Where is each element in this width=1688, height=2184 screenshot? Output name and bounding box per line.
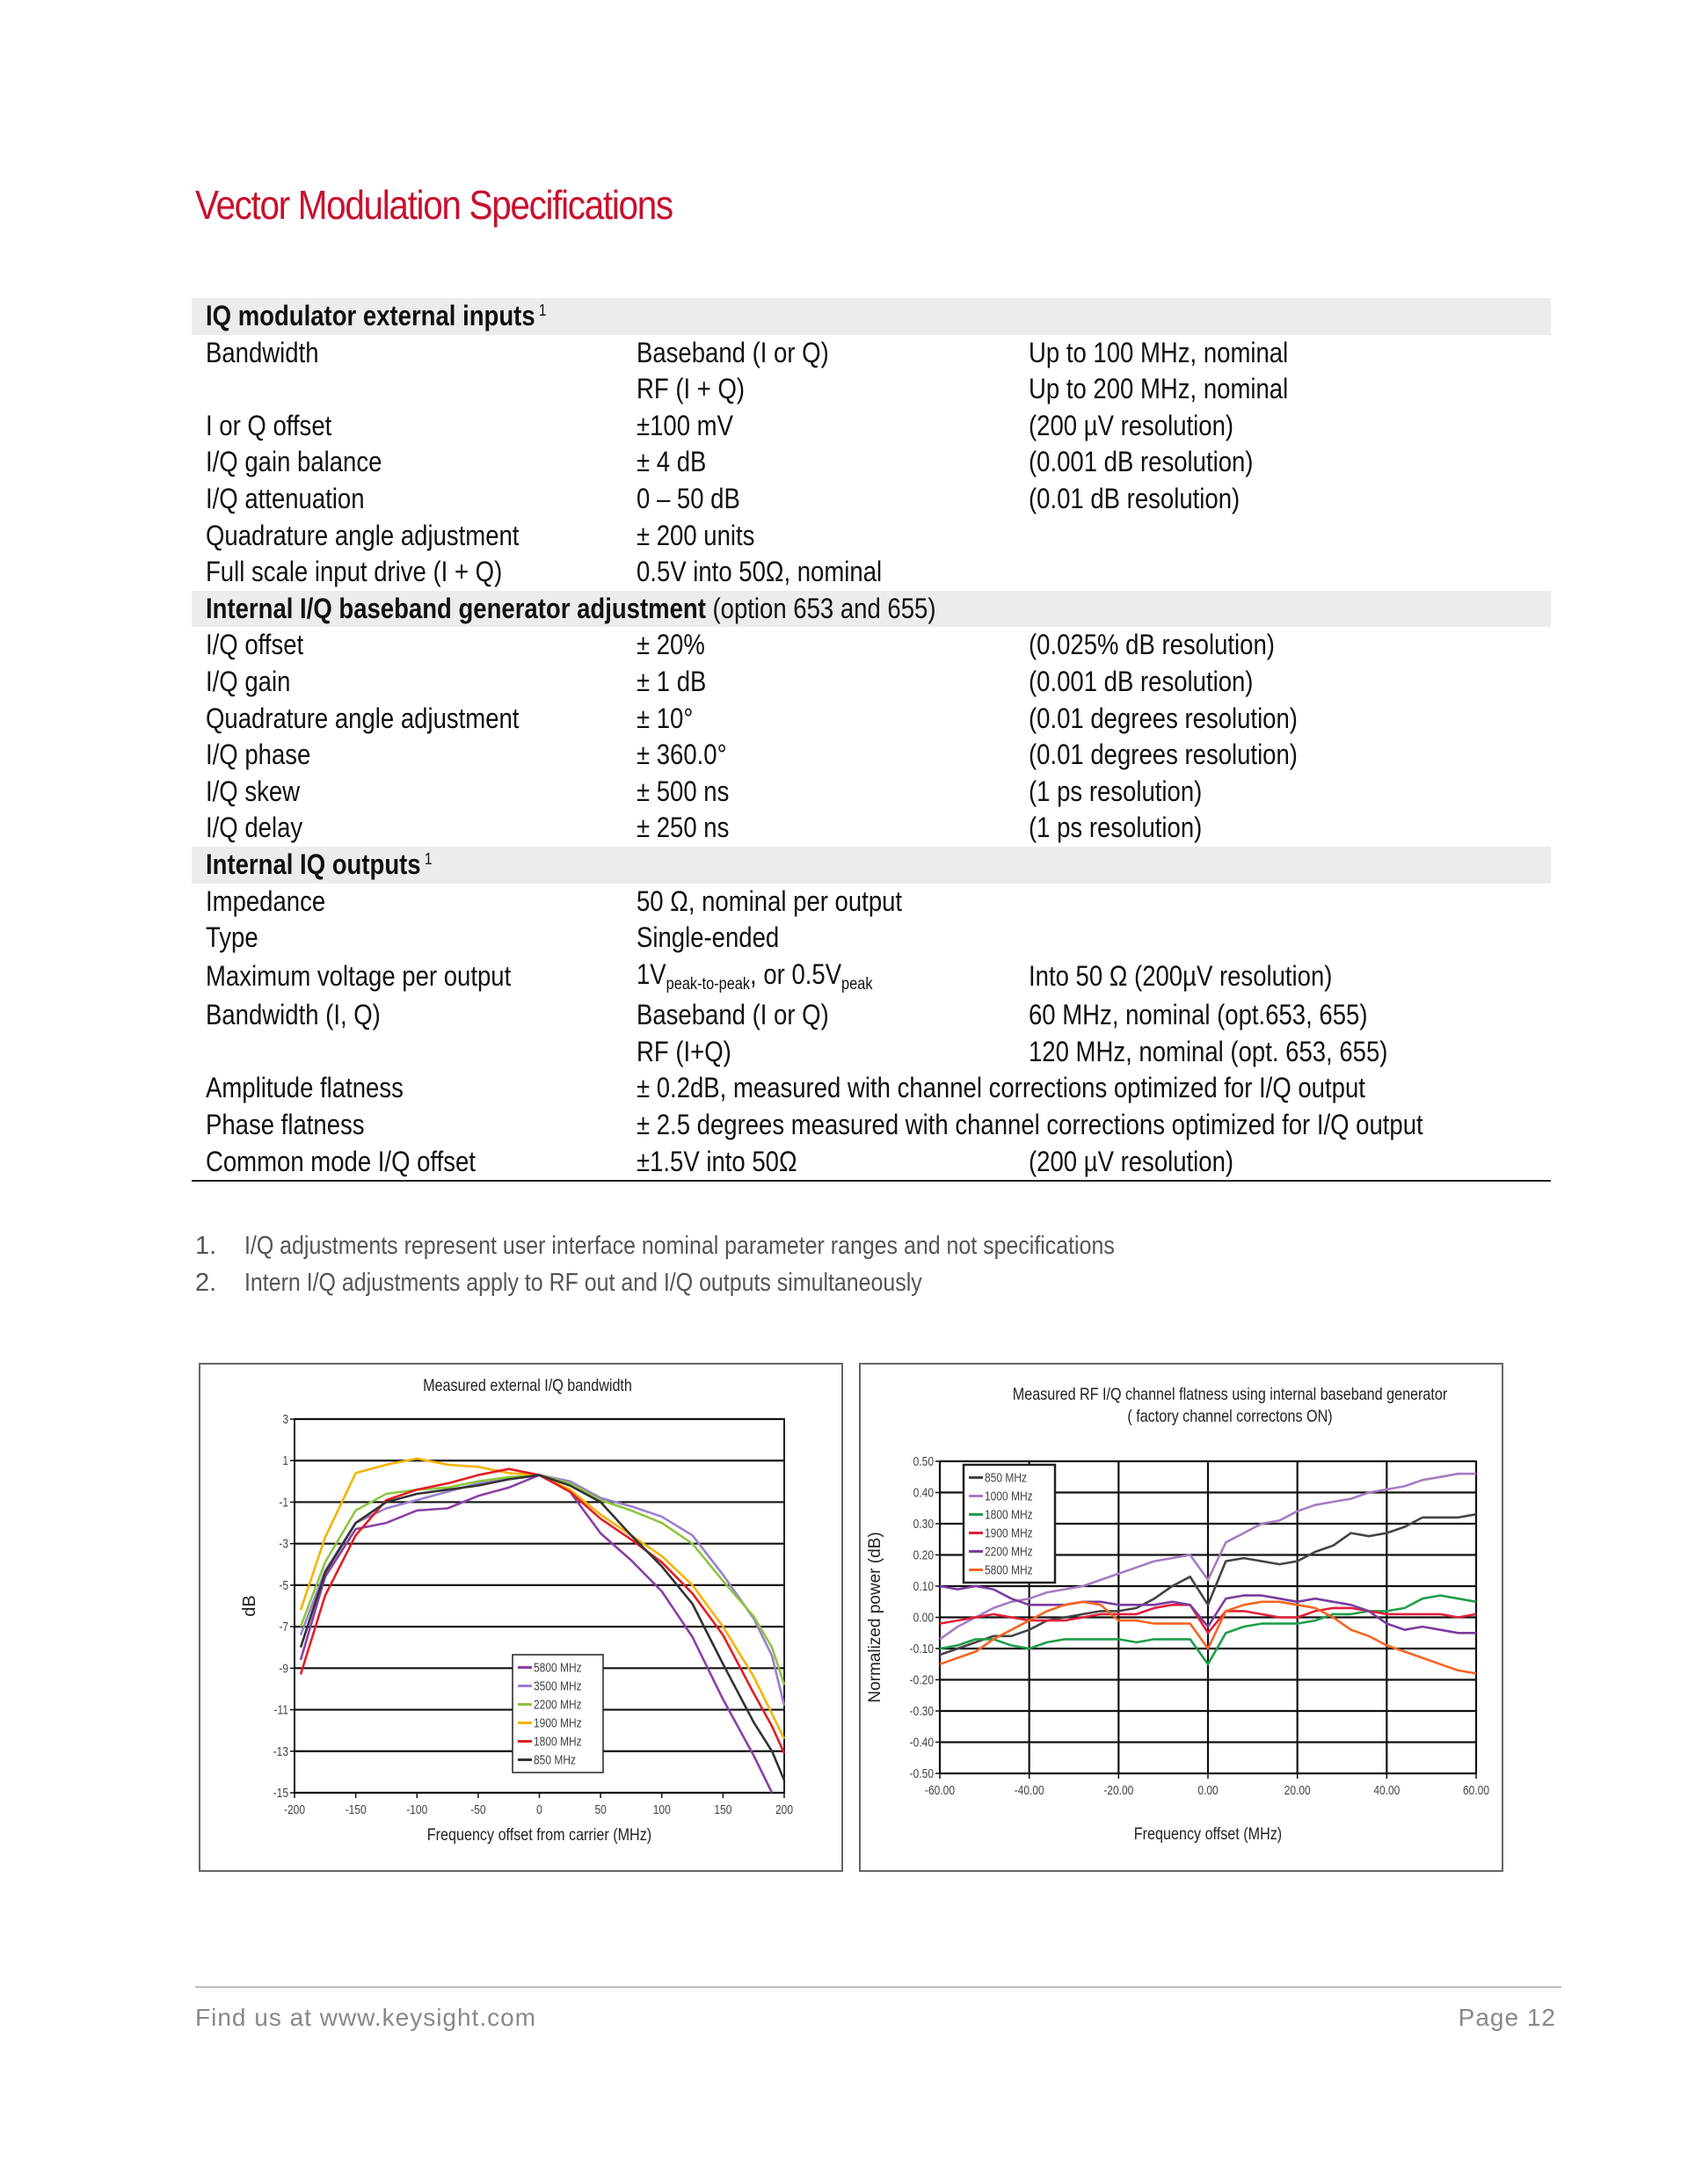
table-row [192, 664, 1551, 701]
x-tick-label: -100 [406, 1802, 428, 1817]
cell-text: Baseband (I or Q) [636, 999, 829, 1031]
section-heading [192, 591, 1551, 628]
section-title: IQ modulator external inputs [206, 300, 535, 331]
x-axis-label: Frequency offset (MHz) [1133, 1824, 1283, 1844]
footnote-number: 2. [195, 1269, 217, 1297]
x-tick-label: 40.00 [1373, 1782, 1401, 1798]
spec-detail [1015, 774, 1551, 811]
table-row [192, 627, 1551, 664]
spec-value [622, 518, 1015, 555]
cell-text: ± 200 units [636, 519, 755, 551]
cell-text: I/Q attenuation [206, 482, 365, 514]
table-row [192, 408, 1551, 445]
spec-detail [1015, 664, 1551, 701]
chart-title: Measured RF I/Q channel flatness using internal baseband generator [1012, 1384, 1448, 1404]
table-row [192, 335, 1551, 372]
y-tick-label: 1 [282, 1452, 288, 1468]
spec-value [622, 664, 1015, 701]
spec-detail [1015, 554, 1551, 591]
spec-detail [1015, 957, 1551, 998]
cell-text: Up to 200 MHz, nominal [1028, 373, 1288, 405]
spec-parameter [192, 920, 622, 957]
y-axis-label: Normalized power (dB) [866, 1532, 884, 1703]
spec-parameter [192, 444, 622, 481]
footnote-ref: 1 [420, 849, 433, 868]
spec-parameter [192, 554, 622, 591]
spec-value [622, 1070, 1551, 1107]
chart-subtitle: ( factory channel correctons ON) [1127, 1406, 1333, 1426]
y-tick-label: 0.50 [913, 1453, 934, 1469]
spec-value [622, 627, 1015, 664]
spec-value [622, 737, 1015, 774]
spec-detail [1015, 444, 1551, 481]
spec-value [622, 957, 1015, 998]
section-header-row [192, 847, 1551, 884]
legend-label: 850 MHz [985, 1470, 1028, 1485]
cell-text: I/Q gain [206, 665, 291, 697]
cell-text: ± 20% [636, 629, 705, 661]
footnote-item [195, 1264, 1256, 1301]
section-title: Internal IQ outputs [206, 848, 421, 880]
spec-value [622, 920, 1015, 957]
cell-text: Type [206, 921, 258, 954]
legend-label: 850 MHz [534, 1752, 577, 1767]
spec-detail [1015, 371, 1551, 408]
spec-value [622, 371, 1015, 408]
x-tick-label: 50 [594, 1802, 607, 1817]
legend-label: 3500 MHz [534, 1678, 582, 1693]
spec-detail [1015, 810, 1551, 847]
spec-detail [1015, 518, 1551, 555]
table-row [192, 1144, 1551, 1182]
spec-detail [1015, 627, 1551, 664]
table-row [192, 1034, 1551, 1071]
footnote-text: I/Q adjustments represent user interface nominal parameter ranges and not specifications [244, 1232, 1115, 1260]
cell-text: Maximum voltage per output [206, 960, 512, 993]
cell-text: ±100 mV [636, 409, 733, 441]
table-row [192, 371, 1551, 408]
x-tick-label: -60.00 [924, 1782, 956, 1798]
cell-text: ± 0.2dB, measured with channel corrections optimized for I/Q output [636, 1072, 1365, 1104]
spec-parameter [192, 737, 622, 774]
legend-label: 5800 MHz [985, 1562, 1033, 1577]
cell-text: (200 µV resolution) [1028, 1145, 1233, 1177]
chart-rf-iq-channel-flatness [859, 1363, 1503, 1872]
spec-value [622, 335, 1015, 372]
cell-text: ± 500 ns [636, 775, 730, 807]
y-tick-label: -0.40 [909, 1735, 934, 1750]
spec-value [622, 810, 1015, 847]
cell-text: Quadrature angle adjustment [206, 519, 520, 551]
table-row [192, 884, 1551, 921]
y-tick-label: -5 [279, 1577, 288, 1593]
x-tick-label: 60.00 [1462, 1782, 1490, 1798]
section-heading-text [206, 298, 547, 335]
legend-label: 2200 MHz [534, 1697, 582, 1712]
cell-text: (0.001 dB resolution) [1028, 665, 1254, 697]
table-row [192, 481, 1551, 518]
spec-detail [1015, 481, 1551, 518]
table-row [192, 774, 1551, 811]
y-tick-label: -11 [273, 1702, 288, 1717]
spec-parameter [192, 810, 622, 847]
cell-text: (1 ps resolution) [1028, 775, 1202, 807]
x-tick-label: 20.00 [1284, 1782, 1311, 1798]
chart-svg [200, 1365, 841, 1870]
spec-value [622, 774, 1015, 811]
spec-detail [1015, 737, 1551, 774]
spec-value [622, 1107, 1551, 1144]
y-tick-label: 0.10 [913, 1578, 934, 1594]
y-tick-label: -0.50 [909, 1765, 934, 1781]
table-row [192, 518, 1551, 555]
cell-text: Phase flatness [206, 1109, 365, 1141]
table-row [192, 444, 1551, 481]
y-tick-label: 0.40 [913, 1485, 934, 1500]
section-heading-text [206, 847, 433, 884]
section-title: Internal I/Q baseband generator adjustment [206, 592, 706, 624]
x-tick-label: 150 [714, 1802, 732, 1817]
cell-text: Up to 100 MHz, nominal [1028, 336, 1288, 368]
x-tick-label: 0.00 [1197, 1782, 1219, 1798]
section-heading [192, 298, 1551, 335]
x-tick-label: -200 [283, 1802, 306, 1817]
table-row [192, 997, 1551, 1034]
spec-parameter [192, 371, 622, 408]
table-row [192, 957, 1551, 998]
cell-text: 0.5V into 50Ω, nominal [636, 556, 882, 588]
x-tick-label: -40.00 [1014, 1782, 1044, 1798]
chart-title: Measured external I/Q bandwidth [423, 1375, 632, 1395]
spec-detail [1015, 1144, 1551, 1182]
spec-detail [1015, 997, 1551, 1034]
cell-text: ± 4 dB [636, 446, 707, 478]
spec-value [622, 444, 1015, 481]
table-row [192, 554, 1551, 591]
cell-text: (200 µV resolution) [1028, 409, 1233, 441]
cell-text: I/Q skew [206, 775, 301, 807]
spec-detail [1015, 408, 1551, 445]
x-tick-label: -20.00 [1103, 1782, 1134, 1798]
y-tick-label: -13 [273, 1744, 288, 1759]
y-tick-label: -0.20 [909, 1672, 934, 1687]
table-row [192, 701, 1551, 738]
spec-detail [1015, 335, 1551, 372]
footnote-number: 1. [195, 1232, 217, 1260]
footer-divider [195, 1986, 1561, 1988]
footnote-item [195, 1227, 1256, 1264]
spec-parameter [192, 701, 622, 738]
cell-text: ± 1 dB [636, 665, 707, 697]
y-tick-label: -3 [279, 1536, 288, 1551]
cell-text: Into 50 Ω (200µV resolution) [1028, 960, 1333, 993]
chart-svg [861, 1365, 1502, 1870]
cell-text: Bandwidth [206, 336, 319, 368]
page-title: Vector Modulation Specifications [195, 182, 673, 228]
table-row [192, 810, 1551, 847]
spec-value [622, 701, 1015, 738]
spec-parameter [192, 884, 622, 921]
cell-text: 50 Ω, nominal per output [636, 885, 902, 917]
y-tick-label: 0.00 [913, 1610, 934, 1625]
legend-label: 1800 MHz [985, 1507, 1033, 1522]
cell-text: 60 MHz, nominal (opt.653, 655) [1028, 999, 1368, 1031]
spec-parameter [192, 408, 622, 445]
x-tick-label: 200 [775, 1802, 794, 1817]
y-tick-label: -0.30 [909, 1703, 934, 1719]
y-tick-label: -15 [273, 1785, 288, 1801]
spec-value [622, 884, 1015, 921]
x-tick-label: -150 [345, 1802, 367, 1817]
spec-value [622, 1034, 1015, 1071]
x-tick-label: -50 [470, 1802, 486, 1817]
cell-text: ± 10° [636, 702, 694, 734]
cell-text: Baseband (I or Q) [636, 336, 829, 368]
cell-text: ±1.5V into 50Ω [636, 1145, 797, 1177]
cell-text: Single-ended [636, 921, 779, 954]
spec-parameter [192, 997, 622, 1034]
cell-text: 0 – 50 dB [636, 482, 740, 514]
cell-text: (0.001 dB resolution) [1028, 446, 1254, 478]
x-tick-label: 0 [536, 1802, 542, 1817]
cell-text: Common mode I/Q offset [206, 1145, 476, 1177]
cell-text: (0.01 degrees resolution) [1028, 739, 1298, 771]
chart-external-iq-bandwidth [199, 1363, 843, 1872]
section-header-row [192, 298, 1551, 335]
spec-parameter [192, 481, 622, 518]
spec-parameter [192, 1144, 622, 1182]
spec-parameter [192, 1034, 622, 1071]
cell-text: I/Q phase [206, 739, 311, 771]
spec-parameter [192, 518, 622, 555]
spec-parameter [192, 1107, 622, 1144]
spec-table [192, 298, 1551, 1182]
spec-value [622, 481, 1015, 518]
cell-text: I/Q delay [206, 812, 303, 844]
spec-parameter [192, 664, 622, 701]
footnotes [195, 1227, 1256, 1301]
spec-parameter [192, 1070, 622, 1107]
cell-text: Bandwidth (I, Q) [206, 999, 381, 1031]
table-row [192, 1107, 1551, 1144]
spec-detail [1015, 701, 1551, 738]
cell-text: (0.01 degrees resolution) [1028, 702, 1298, 734]
section-heading-text [206, 591, 936, 628]
x-tick-label: 100 [652, 1802, 671, 1817]
spec-parameter [192, 627, 622, 664]
footnote-ref: 1 [535, 302, 547, 319]
cell-text: (0.01 dB resolution) [1028, 482, 1240, 514]
cell-text: Quadrature angle adjustment [206, 702, 520, 734]
cell-text: 120 MHz, nominal (opt. 653, 655) [1028, 1035, 1388, 1067]
cell-text: RF (I + Q) [636, 373, 745, 405]
cell-text: (0.025% dB resolution) [1028, 629, 1275, 661]
subscript: peak-to-peak [666, 974, 750, 994]
spec-value [622, 554, 1015, 591]
footer-website-link[interactable]: Find us at www.keysight.com [195, 2004, 537, 2031]
y-tick-label: -9 [279, 1661, 288, 1676]
y-tick-label: -0.10 [909, 1641, 934, 1656]
cell-text: Full scale input drive (I + Q) [206, 556, 503, 588]
y-tick-label: -1 [279, 1495, 288, 1510]
subscript: peak [840, 974, 873, 994]
legend-label: 1900 MHz [985, 1525, 1033, 1540]
cell-text: Impedance [206, 885, 326, 917]
spec-value [622, 997, 1015, 1034]
y-tick-label: 3 [282, 1411, 288, 1427]
spec-parameter [192, 335, 622, 372]
spec-value [622, 1144, 1015, 1182]
spec-parameter [192, 774, 622, 811]
spec-parameter [192, 957, 622, 998]
cell-text: ± 360.0° [636, 739, 727, 771]
legend-label: 2200 MHz [985, 1544, 1033, 1559]
legend-label: 1900 MHz [534, 1715, 582, 1730]
y-tick-label: 0.20 [913, 1547, 934, 1562]
spec-detail [1015, 884, 1551, 921]
section-note: (option 653 and 655) [705, 592, 936, 624]
legend-label: 5800 MHz [534, 1660, 582, 1675]
cell-text: RF (I+Q) [636, 1035, 731, 1067]
cell-text: I/Q gain balance [206, 446, 382, 478]
y-tick-label: -7 [279, 1619, 288, 1634]
table-row [192, 737, 1551, 774]
cell-text: I/Q offset [206, 629, 304, 661]
section-header-row [192, 591, 1551, 628]
footer-page-number: Page 12 [1458, 2004, 1556, 2031]
y-tick-label: 0.30 [913, 1516, 934, 1532]
y-axis-label: dB [240, 1595, 259, 1617]
footnote-text: Intern I/Q adjustments apply to RF out and I/Q outputs simultaneously [244, 1269, 922, 1297]
cell-text: I or Q offset [206, 409, 332, 441]
legend-label: 1800 MHz [534, 1734, 582, 1749]
cell-text: (1 ps resolution) [1028, 812, 1202, 844]
cell-text: ± 250 ns [636, 812, 730, 844]
spec-detail [1015, 1034, 1551, 1071]
legend-label: 1000 MHz [985, 1489, 1033, 1503]
table-row [192, 920, 1551, 957]
cell-text: $1V_{peak-to-peak}$, or $0.5V_{peak}$ [636, 957, 873, 994]
spec-detail [1015, 920, 1551, 957]
spec-value [622, 408, 1015, 445]
cell-text: ± 2.5 degrees measured with channel corrections optimized for I/Q output [636, 1109, 1423, 1141]
section-heading [192, 847, 1551, 884]
cell-text: Amplitude flatness [206, 1072, 404, 1104]
table-row [192, 1070, 1551, 1107]
x-axis-label: Frequency offset from carrier (MHz) [426, 1824, 652, 1845]
